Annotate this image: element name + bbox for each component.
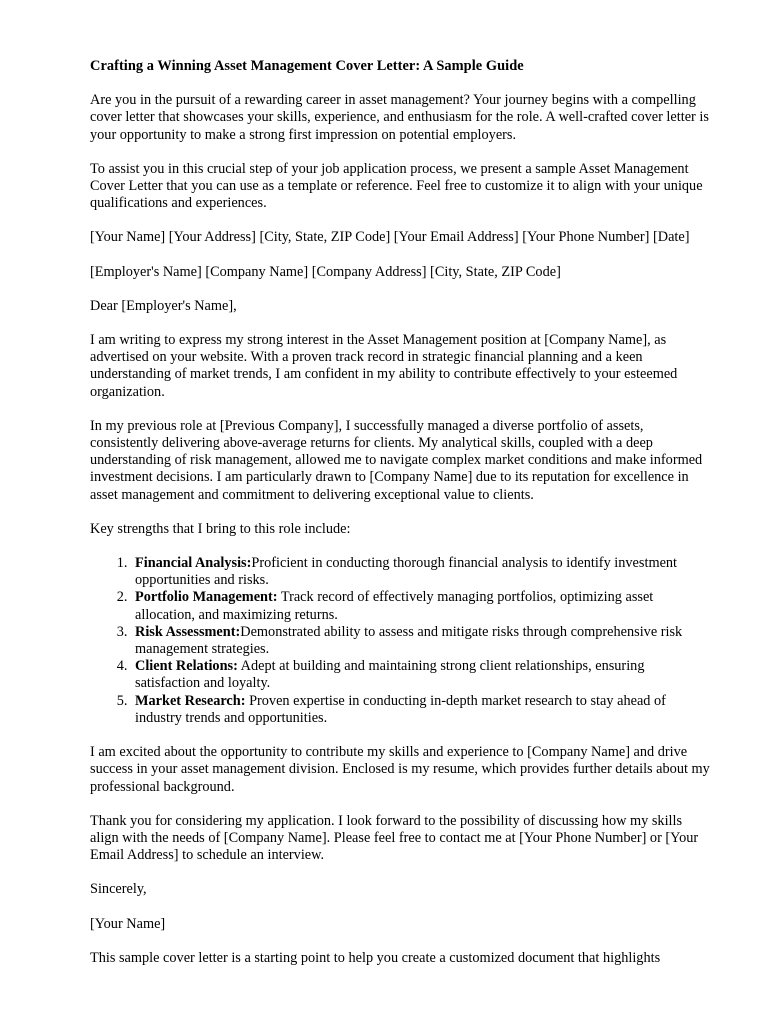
paragraph-body-2: In my previous role at [Previous Company], I successfully managed a diverse portfolio of assets, consistently delivering above-average returns for clients. My analytical skills, coupled with a deep understanding of risk management, allowed me to navigate complex market conditions and make informed investment decisions. I am particularly drawn to [Company Name] due to its reputation for excellence in asset management and commitment to delivering exceptional value to clients. [90, 417, 703, 503]
list-item-label: Market Research: [135, 692, 246, 709]
list-item-description: Proven expertise in conducting in-depth market research to stay ahead of industry trends and opportunities. [135, 692, 666, 726]
list-item-description: Track record of effectively managing portfolios, optimizing asset allocation, and maximizing returns. [135, 589, 654, 623]
list-item-description: Demonstrated ability to assess and mitigate risks through comprehensive risk management strategies. [135, 623, 683, 658]
list-item [131, 693, 710, 727]
signature-name: [Your Name] [90, 915, 166, 932]
footer-note: This sample cover letter is a starting point to help you create a customized document that highlights [90, 949, 661, 966]
paragraph-closing-2: Thank you for considering my application. I look forward to the possibility of discussing how my skills align with the needs of [Company Name]. Please feel free to contact me at [Your Phone Number] or [Your Email Address] to schedule an interview. [90, 812, 699, 864]
paragraph-intro-2: To assist you in this crucial step of your job application process, we present a sample Asset Management Cover Letter that you can use as a template or reference. Feel free to customize it to align with your unique qualifications and experiences. [90, 160, 703, 212]
list-item-label: Risk Assessment: [135, 623, 241, 640]
list-item [131, 555, 710, 589]
sign-off: Sincerely, [90, 881, 147, 898]
list-item [131, 624, 710, 658]
document-content [90, 58, 710, 984]
recipient-address-block: [Employer's Name] [Company Name] [Company Address] [City, State, ZIP Code] [90, 263, 561, 280]
sender-address-block: [Your Name] [Your Address] [City, State, ZIP Code] [Your Email Address] [Your Phone Number] [Date] [90, 229, 690, 246]
list-item-description: Proficient in conducting thorough financial analysis to identify investment opportunities and risks. [135, 555, 678, 589]
list-item-label: Client Relations: [135, 658, 238, 675]
key-strengths-list [90, 555, 710, 727]
paragraph-body-1: I am writing to express my strong interest in the Asset Management position at [Company Name], as advertised on your website. With a proven track record in strategic financial planning and a keen understanding of market trends, I am confident in my ability to contribute effectively to your esteemed organization. [90, 332, 678, 400]
page-title: Crafting a Winning Asset Management Cover Letter: A Sample Guide [90, 58, 524, 74]
list-item-description: Adept at building and maintaining strong client relationships, ensuring satisfaction and loyalty. [135, 658, 645, 692]
paragraph-closing-1: I am excited about the opportunity to contribute my skills and experience to [Company Name] and drive success in your asset management division. Enclosed is my resume, which provides further details about my professional background. [90, 744, 710, 795]
list-lead-in: Key strengths that I bring to this role include: [90, 520, 351, 537]
list-item [131, 589, 710, 623]
list-item [131, 658, 710, 692]
list-item-label: Portfolio Management: [135, 589, 278, 606]
list-item-label: Financial Analysis: [135, 555, 252, 572]
paragraph-intro-1: Are you in the pursuit of a rewarding career in asset management? Your journey begins with a compelling cover letter that showcases your skills, experience, and enthusiasm for the role. A well-crafted cover letter is your opportunity to make a strong first impression on potential employers. [90, 92, 709, 143]
salutation: Dear [Employer's Name], [90, 297, 237, 314]
